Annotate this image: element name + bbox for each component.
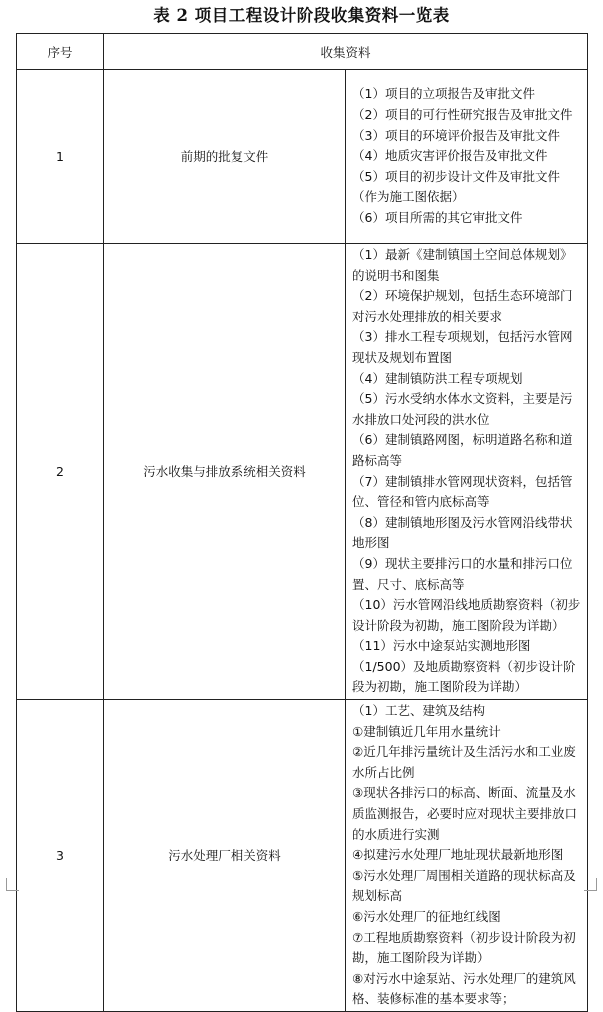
row-number: 3 bbox=[17, 700, 104, 1012]
table-header-row bbox=[17, 34, 588, 70]
material-item: （1）工艺、建筑及结构 bbox=[352, 703, 485, 719]
material-item: （1）最新《建制镇国土空间总体规划》的说明书和图集 bbox=[352, 247, 573, 283]
material-item: （3）排水工程专项规划，包括污水管网现状及规划布置图 bbox=[352, 329, 573, 365]
row-category: 前期的批复文件 bbox=[104, 70, 346, 244]
material-item: ③现状各排污口的标高、断面、流量及水质监测报告，必要时应对现状主要排放口的水质进行实测 bbox=[352, 785, 578, 842]
material-item: ⑥污水处理厂的征地红线图 bbox=[352, 909, 501, 924]
row-number: 1 bbox=[17, 70, 104, 244]
material-item: （8）建制镇地形图及污水管网沿线带状地形图 bbox=[352, 514, 573, 551]
material-item: （2）环境保护规划，包括生态环境部门对污水处理排放的相关要求 bbox=[352, 288, 573, 324]
table-title: 表 2 项目工程设计阶段收集资料一览表 bbox=[153, 6, 450, 25]
material-item: ⑧对污水中途泵站、污水处理厂的建筑风格、装修标准的基本要求等； bbox=[352, 970, 576, 1007]
row-number: 2 bbox=[17, 244, 104, 700]
material-item: ②近几年排污量统计及生活污水和工业废水所占比例 bbox=[352, 744, 576, 780]
page-corner-mark-left bbox=[6, 878, 19, 891]
material-item: （6）建制镇路网图，标明道路名称和道路标高等 bbox=[352, 432, 573, 468]
material-item: （5）污水受纳水体水文资料，主要是污水排放口处河段的洪水位 bbox=[352, 391, 573, 427]
row-materials bbox=[346, 700, 588, 1012]
table-row bbox=[17, 70, 588, 244]
material-item: ⑤污水处理厂周围相关道路的现状标高及规划标高 bbox=[352, 867, 576, 904]
row-materials bbox=[346, 70, 588, 244]
materials-table bbox=[16, 33, 588, 1012]
header-no: 序号 bbox=[17, 34, 104, 70]
material-item: ①建制镇近几年用水量统计 bbox=[352, 723, 501, 739]
material-item: （2）项目的可行性研究报告及审批文件 bbox=[352, 107, 573, 123]
material-item: （7）建制镇排水管网现状资料，包括管位、管径和管内底标高等 bbox=[352, 473, 573, 510]
material-item: ⑦工程地质勘察资料（初步设计阶段为初勘，施工图阶段为详勘） bbox=[352, 929, 576, 966]
table-row bbox=[17, 700, 588, 1012]
material-item: （10）污水管网沿线地质勘察资料（初步设计阶段为初勘，施工图阶段为详勘） bbox=[352, 597, 581, 633]
row-category: 污水收集与排放系统相关资料 bbox=[104, 244, 346, 700]
material-item: （9）现状主要排污口的水量和排污口位置、尺寸、底标高等 bbox=[352, 555, 573, 592]
material-item: （4）地质灾害评价报告及审批文件 bbox=[352, 148, 548, 164]
material-item: （5）项目的初步设计文件及审批文件（作为施工图依据） bbox=[352, 168, 560, 205]
material-item: （4）建制镇防洪工程专项规划 bbox=[352, 370, 523, 386]
material-item: （11）污水中途泵站实测地形图（1/500）及地质勘察资料（初步设计阶段为初勘，施工图阶段为详勘） bbox=[352, 638, 576, 695]
header-materials: 收集资料 bbox=[104, 34, 588, 70]
table-row bbox=[17, 244, 588, 700]
row-materials bbox=[346, 244, 588, 700]
material-item: （6）项目所需的其它审批文件 bbox=[352, 209, 523, 225]
row-category: 污水处理厂相关资料 bbox=[104, 700, 346, 1012]
material-item: （3）项目的环境评价报告及审批文件 bbox=[352, 127, 560, 143]
material-item: ④拟建污水处理厂地址现状最新地形图 bbox=[352, 847, 564, 863]
material-item: （1）项目的立项报告及审批文件 bbox=[352, 86, 535, 102]
page-corner-mark-right bbox=[584, 878, 597, 891]
